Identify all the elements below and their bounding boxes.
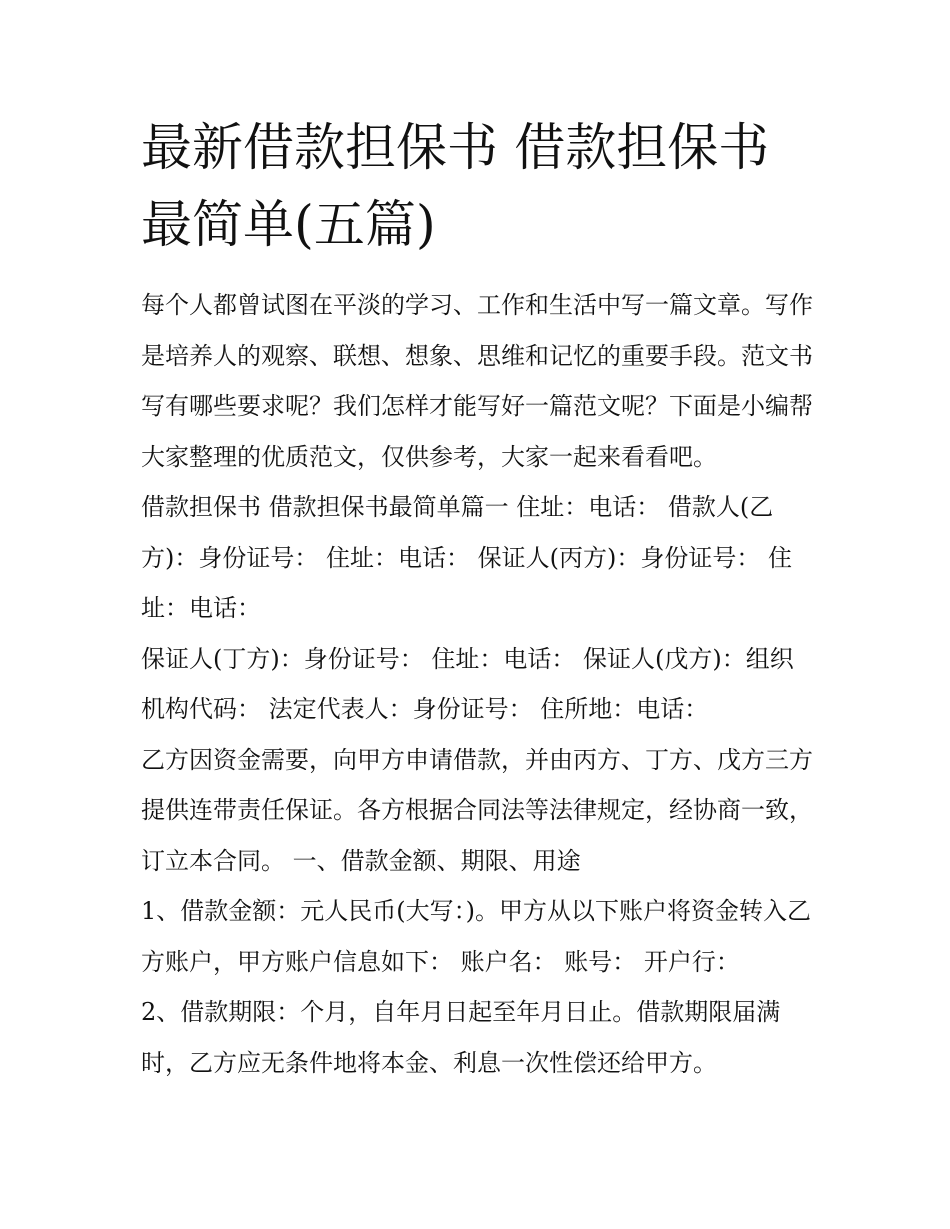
paragraph-purpose: 乙方因资金需要，向甲方申请借款，并由丙方、丁方、戊方三方提供连带责任保证。各方根据合同法等法律规定，经协商一致，订立本合同。 一、借款金额、期限、用途 <box>141 745 813 875</box>
document-title: 最新借款担保书 借款担保书最简单(五篇) <box>141 119 770 255</box>
paragraph-guarantors: 保证人(丁方)：身份证号： 住址：电话： 保证人(戊方)：组织机构代码： 法定代表人：身份证号： 住所地：电话： <box>141 644 794 723</box>
document-content <box>141 110 813 1088</box>
paragraph-intro: 每个人都曾试图在平淡的学习、工作和生活中写一篇文章。写作是培养人的观察、联想、想象、思维和记忆的重要手段。范文书写有哪些要求呢？我们怎样才能写好一篇范文呢？下面是小编帮大家整理的优质范文，仅供参考，大家一起来看看吧。 <box>141 291 813 471</box>
paragraph-parties: 借款担保书 借款担保书最简单篇一 住址：电话： 借款人(乙方)：身份证号： 住址：电话： 保证人(丙方)：身份证号： 住址：电话： <box>141 493 792 622</box>
paragraph-loan-term: 2、借款期限：个月，自年月日起至年月日止。借款期限届满时，乙方应无条件地将本金、利息一次性偿还给甲方。 <box>141 998 781 1077</box>
paragraph-loan-amount: 1、借款金额：元人民币(大写：)。甲方从以下账户将资金转入乙方账户，甲方账户信息如下： 账户名： 账号： 开户行： <box>141 897 811 976</box>
document-body <box>141 280 813 1088</box>
